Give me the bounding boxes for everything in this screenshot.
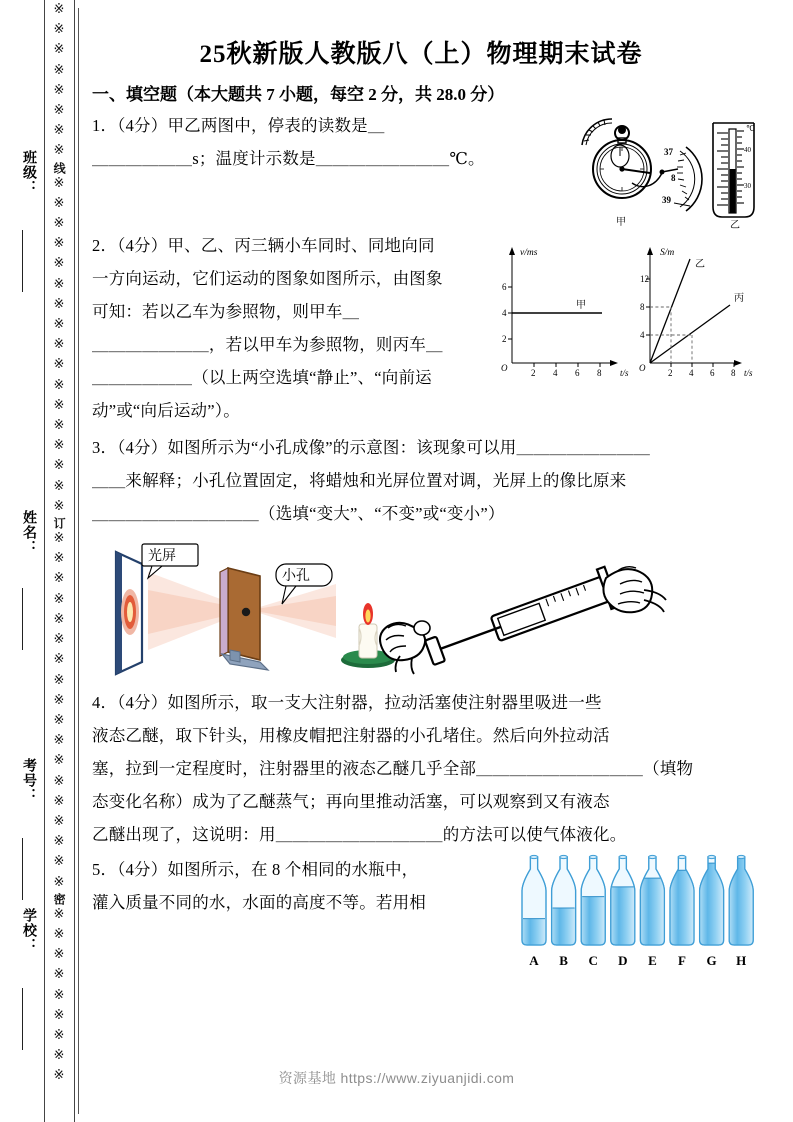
info-rule-class — [22, 230, 23, 292]
seal-mark: ※ — [53, 926, 65, 942]
seal-mark: ※ — [53, 357, 65, 373]
stopwatch-dial-label-8: 8 — [671, 173, 676, 183]
question-3-text — [92, 431, 752, 530]
seal-word: 线 — [52, 161, 67, 174]
seal-mark: ※ — [53, 611, 65, 627]
stopwatch-thermometer-figure — [574, 111, 764, 229]
seal-mark: ※ — [53, 337, 65, 353]
seal-mark: ※ — [53, 143, 65, 159]
seal-mark: ※ — [53, 418, 65, 434]
seal-mark-column — [48, 0, 70, 1122]
question-2-text — [92, 229, 492, 427]
question-4-text — [92, 686, 754, 851]
seal-mark: ※ — [53, 498, 65, 514]
seal-mark: ※ — [53, 103, 65, 119]
question-5 — [92, 853, 768, 973]
distance-time-graph — [646, 247, 742, 367]
seal-rule-left — [44, 0, 45, 1122]
st-xtick-8: 8 — [731, 368, 736, 378]
question-2-line-2: 一方向运动，它们运动的图象如图所示，由图象 — [92, 269, 443, 288]
figure-caption-yi: 乙 — [730, 220, 740, 229]
bottle-label: A — [529, 953, 539, 968]
seal-mark: ※ — [53, 1007, 65, 1023]
vt-x-axis-label: t/s — [620, 368, 629, 378]
seal-mark: ※ — [53, 276, 65, 292]
question-2-line-6: 动”或“向后运动”）。 — [92, 401, 240, 420]
seal-mark: ※ — [53, 551, 65, 567]
seal-mark: ※ — [53, 692, 65, 708]
info-field-class: 班级： — [21, 150, 36, 195]
page-title: 25秋新版人教版八（上）物理期末试卷 — [199, 41, 643, 68]
question-4-line-1: 4．（4分）如图所示，取一支大注射器，拉动活塞使注射器里吸进一些 — [92, 693, 602, 712]
info-field-school: 学校： — [21, 908, 36, 953]
bottle-water-level — [580, 897, 606, 945]
st-ytick-12: 12 — [640, 274, 649, 284]
info-field-name: 姓名： — [21, 510, 36, 555]
st-xtick-4: 4 — [689, 368, 694, 378]
seal-mark: ※ — [53, 712, 65, 728]
seal-mark: ※ — [53, 947, 65, 963]
bottle-water-level — [551, 908, 577, 945]
water-bottles-figure — [518, 853, 762, 971]
seal-mark: ※ — [53, 458, 65, 474]
vt-xtick-2: 2 — [531, 368, 536, 378]
thermometer-label-30: 30 — [744, 182, 751, 190]
seal-mark: ※ — [53, 773, 65, 789]
st-ytick-8: 8 — [640, 302, 645, 312]
seal-mark: ※ — [53, 1048, 65, 1064]
seal-mark: ※ — [53, 438, 65, 454]
info-rule-school — [22, 988, 23, 1050]
seal-mark: ※ — [53, 652, 65, 668]
seal-mark: ※ — [53, 753, 65, 769]
vt-series-label-jia: 甲 — [576, 300, 586, 311]
seal-mark: ※ — [53, 733, 65, 749]
bottle-water-level — [669, 870, 695, 945]
exam-content — [92, 34, 768, 975]
question-4-line-3: 塞，拉到一定程度时，注射器里的液态乙醚几乎全部＿＿＿＿＿＿＿＿＿＿（填物 — [92, 759, 694, 778]
footer-watermark: 资源基地 https://www.ziyuanjidi.com — [278, 1070, 515, 1086]
info-field-exam-number: 考号： — [21, 758, 36, 803]
question-2-line-3: 可知：若以乙车为参照物，则甲车＿ — [92, 302, 360, 321]
bottle-label: E — [648, 953, 657, 968]
seal-mark: ※ — [53, 296, 65, 312]
water-bottle — [669, 855, 695, 968]
question-1-line-2: ＿＿＿＿＿＿s；温度计示数是＿＿＿＿＿＿＿＿℃。 — [92, 149, 485, 168]
seal-mark: ※ — [53, 571, 65, 587]
st-ytick-4: 4 — [640, 330, 645, 340]
bottle-label: H — [736, 953, 747, 968]
bottle-label: F — [678, 953, 686, 968]
vt-ytick-6: 6 — [502, 282, 507, 292]
question-4 — [92, 686, 768, 851]
seal-mark: ※ — [53, 216, 65, 232]
seal-word: 密 — [52, 892, 67, 905]
st-origin-label: O — [639, 363, 646, 373]
seal-mark: ※ — [53, 967, 65, 983]
label-pinhole: 小孔 — [282, 569, 310, 584]
info-rule-name — [22, 588, 23, 650]
question-2-line-4: ＿＿＿＿＿＿＿，若以甲车为参照物，则丙车＿ — [92, 335, 443, 354]
seal-mark: ※ — [53, 834, 65, 850]
seal-margin — [0, 0, 78, 1122]
seal-mark: ※ — [53, 82, 65, 98]
question-3-line-2: ＿＿来解释；小孔位置固定，将蜡烛和光屏位置对调，光屏上的像比原来 — [92, 471, 627, 490]
seal-mark: ※ — [53, 874, 65, 890]
question-4-line-4: 态变化名称）成为了乙醚蒸气；再向里推动活塞，可以观察到又有液态 — [92, 792, 610, 811]
question-2-line-5: ＿＿＿＿＿＿（以上两空选填“静止”、“向前运 — [92, 368, 432, 387]
motion-graphs-figure — [490, 235, 768, 385]
stopwatch-dial-label-37: 37 — [664, 147, 673, 157]
question-1-line-1: 1．（4分）甲乙两图中，停表的读数是＿ — [92, 116, 385, 135]
bottle-water-level — [699, 863, 725, 945]
seal-mark: ※ — [53, 175, 65, 191]
seal-mark: ※ — [53, 987, 65, 1003]
syringe-hands-figure — [380, 562, 666, 674]
st-series-label-bing: 丙 — [734, 293, 744, 304]
vt-xtick-6: 6 — [575, 368, 580, 378]
water-bottle — [521, 855, 547, 968]
seal-mark: ※ — [53, 672, 65, 688]
question-4-line-5: 乙醚出现了，这说明：用＿＿＿＿＿＿＿＿＿＿的方法可以使气体液化。 — [92, 825, 627, 844]
seal-mark: ※ — [53, 1027, 65, 1043]
bottle-water-level — [610, 887, 636, 945]
bottle-water-level — [639, 878, 665, 945]
vt-xtick-4: 4 — [553, 368, 558, 378]
water-bottle — [699, 855, 725, 968]
bottle-water-level — [521, 919, 547, 945]
vt-origin-label: O — [501, 363, 508, 373]
question-3 — [92, 431, 768, 680]
seal-mark: ※ — [53, 256, 65, 272]
seal-mark: ※ — [53, 813, 65, 829]
pinhole-imaging-figure — [116, 544, 395, 674]
vt-ytick-4: 4 — [502, 308, 507, 318]
bottle-water-level — [728, 858, 754, 945]
seal-mark: ※ — [53, 2, 65, 17]
seal-mark: ※ — [53, 62, 65, 78]
question-1 — [92, 109, 768, 227]
seal-mark: ※ — [53, 793, 65, 809]
seal-mark: ※ — [53, 854, 65, 870]
thermometer-label-40: 40 — [744, 146, 751, 154]
seal-mark: ※ — [53, 478, 65, 494]
seal-mark: ※ — [53, 317, 65, 333]
question-3-line-3: ＿＿＿＿＿＿＿＿＿＿（选填“变大”、“不变”或“变小”） — [92, 504, 505, 523]
water-bottle — [610, 855, 636, 968]
section-heading: 一、填空题（本大题共 7 小题，每空 2 分，共 28.0 分） — [92, 85, 505, 104]
question-2-line-1: 2．（4分）甲、乙、丙三辆小车同时、同地向同 — [92, 236, 435, 255]
vt-y-axis-label: v/ms — [520, 248, 538, 258]
seal-word: 订 — [52, 517, 67, 530]
pinhole-and-syringe-figures — [100, 538, 680, 680]
st-x-axis-label: t/s — [744, 368, 753, 378]
bottle-label: G — [706, 953, 717, 968]
seal-mark: ※ — [53, 377, 65, 393]
question-5-text — [92, 853, 500, 919]
seal-mark: ※ — [53, 236, 65, 252]
bottle-label: B — [559, 953, 568, 968]
seal-mark: ※ — [53, 531, 65, 547]
water-bottle — [580, 855, 606, 968]
water-bottle — [728, 855, 754, 968]
seal-mark: ※ — [53, 906, 65, 922]
seal-mark: ※ — [53, 22, 65, 38]
question-2 — [92, 229, 768, 429]
seal-mark: ※ — [53, 632, 65, 648]
vt-xtick-8: 8 — [597, 368, 602, 378]
vt-ytick-2: 2 — [502, 334, 507, 344]
stopwatch-dial-label-39: 39 — [662, 195, 671, 205]
question-4-line-2: 液态乙醚，取下针头，用橡皮帽把注射器的小孔堵住。然后向外拉动活 — [92, 726, 610, 745]
st-xtick-6: 6 — [710, 368, 715, 378]
seal-mark: ※ — [53, 195, 65, 211]
seal-mark: ※ — [53, 123, 65, 139]
seal-rule-right — [74, 0, 75, 1122]
st-series-label-yi: 乙 — [695, 259, 705, 270]
question-5-line-1: 5．（4分）如图所示，在 8 个相同的水瓶中， — [92, 860, 419, 879]
question-1-text — [92, 109, 492, 175]
st-xtick-2: 2 — [668, 368, 673, 378]
velocity-time-graph — [508, 247, 618, 367]
bottle-label: D — [618, 953, 628, 968]
water-bottle — [551, 855, 577, 968]
bottle-label: C — [588, 953, 598, 968]
seal-mark: ※ — [53, 591, 65, 607]
seal-mark: ※ — [53, 1068, 65, 1084]
question-5-line-2: 灌入质量不同的水，水面的高度不等。若用相 — [92, 893, 426, 912]
question-3-line-1: 3．（4分）如图所示为“小孔成像”的示意图：该现象可以用＿＿＿＿＿＿＿＿ — [92, 438, 651, 457]
info-rule-exam-number — [22, 838, 23, 900]
figure-caption-jia: 甲 — [616, 217, 626, 228]
st-y-axis-label: S/m — [660, 248, 675, 258]
seal-mark: ※ — [53, 397, 65, 413]
thermometer-unit-label: ℃ — [746, 124, 755, 133]
seal-mark: ※ — [53, 42, 65, 58]
water-bottle — [639, 855, 665, 968]
label-light-screen: 光屏 — [148, 549, 176, 564]
